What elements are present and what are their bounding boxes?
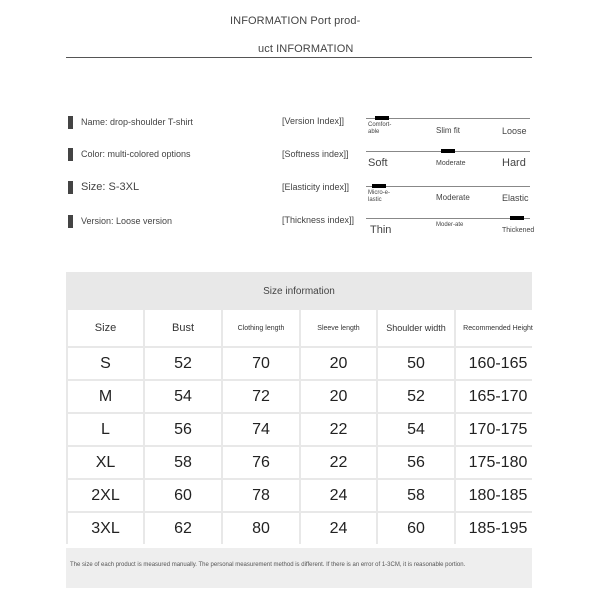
cell-recommended-height: 185-195 <box>456 513 540 544</box>
size-table <box>66 272 532 544</box>
scale-right-label: Hard <box>502 157 526 169</box>
cell-shoulder-width: 52 <box>378 381 454 412</box>
cell-shoulder-width: 58 <box>378 480 454 511</box>
cell-bust: 56 <box>145 414 221 445</box>
cell-size: S <box>68 348 143 379</box>
header-clothing-length: Clothing length <box>223 310 299 346</box>
cell-recommended-height: 180-185 <box>456 480 540 511</box>
header-recommended-height: Recommended Height <box>456 310 540 346</box>
info-name-row <box>68 114 193 130</box>
scale-line <box>366 218 530 219</box>
scale-marker <box>441 149 455 153</box>
scale-marker <box>372 184 386 188</box>
bullet-bar-icon <box>68 148 73 161</box>
cell-sleeve-length: 22 <box>301 447 376 478</box>
cell-clothing-length: 76 <box>223 447 299 478</box>
scale-marker <box>375 116 389 120</box>
scale-right-label: Loose <box>502 126 527 136</box>
cell-shoulder-width: 54 <box>378 414 454 445</box>
scale-left-label: Thin <box>370 224 392 236</box>
cell-sleeve-length: 22 <box>301 414 376 445</box>
cell-bust: 58 <box>145 447 221 478</box>
scale-line <box>366 186 530 187</box>
cell-clothing-length: 78 <box>223 480 299 511</box>
scale-marker <box>510 216 524 220</box>
title-line-1: INFORMATION Port prod- <box>230 15 361 27</box>
cell-recommended-height: 160-165 <box>456 348 540 379</box>
header-size: Size <box>68 310 143 346</box>
softness-index-label: [Softness index]] <box>282 149 349 159</box>
cell-bust: 62 <box>145 513 221 544</box>
cell-shoulder-width: 60 <box>378 513 454 544</box>
bullet-bar-icon <box>68 116 73 129</box>
cell-sleeve-length: 24 <box>301 513 376 544</box>
title-divider <box>66 57 532 58</box>
size-table-title: Size information <box>263 286 335 297</box>
elasticity-index-label: [Elasticity index]] <box>282 182 350 192</box>
cell-clothing-length: 70 <box>223 348 299 379</box>
cell-clothing-length: 80 <box>223 513 299 544</box>
info-size-row <box>68 179 139 195</box>
info-color: Color: multi-colored options <box>81 149 191 159</box>
info-version: Version: Loose version <box>81 216 173 226</box>
scale-mid-label: Moderate <box>436 160 466 167</box>
scale-right-label: Thickened <box>502 227 535 234</box>
cell-size: XL <box>68 447 143 478</box>
cell-size: L <box>68 414 143 445</box>
scale-mid-label: Slim fit <box>436 126 460 135</box>
version-index-label: [Version Index]] <box>282 116 345 126</box>
cell-recommended-height: 170-175 <box>456 414 540 445</box>
cell-shoulder-width: 56 <box>378 447 454 478</box>
header-sleeve-length: Sleeve length <box>301 310 376 346</box>
cell-recommended-height: 175-180 <box>456 447 540 478</box>
cell-size: 2XL <box>68 480 143 511</box>
info-version-row <box>68 213 172 229</box>
cell-clothing-length: 72 <box>223 381 299 412</box>
bullet-bar-icon <box>68 215 73 228</box>
footnote: The size of each product is measured manually. The personal measurement method is different. If there is an error of 1-3CM, it is reasonable portion. <box>70 562 466 568</box>
cell-sleeve-length: 20 <box>301 381 376 412</box>
cell-shoulder-width: 50 <box>378 348 454 379</box>
bullet-bar-icon <box>68 181 73 194</box>
footnote-box <box>66 548 532 588</box>
cell-size: 3XL <box>68 513 143 544</box>
info-name: Name: drop-shoulder T-shirt <box>81 117 193 127</box>
cell-bust: 52 <box>145 348 221 379</box>
scale-mid-label: Moder-ate <box>436 222 464 228</box>
thickness-index-label: [Thickness index]] <box>282 215 355 225</box>
title-line-2: uct INFORMATION <box>258 43 354 55</box>
scale-line <box>366 118 530 119</box>
header-bust: Bust <box>145 310 221 346</box>
scale-right-label: Elastic <box>502 193 529 203</box>
cell-bust: 60 <box>145 480 221 511</box>
header-shoulder-width: Shoulder width <box>378 310 454 346</box>
info-color-row <box>68 146 191 162</box>
cell-clothing-length: 74 <box>223 414 299 445</box>
scale-left-label: Comfort-able <box>368 122 392 135</box>
scale-left-label: Micro-e-lastic <box>368 190 390 203</box>
cell-sleeve-length: 24 <box>301 480 376 511</box>
cell-recommended-height: 165-170 <box>456 381 540 412</box>
size-table-grid <box>68 310 533 542</box>
cell-bust: 54 <box>145 381 221 412</box>
scale-mid-label: Moderate <box>436 193 470 202</box>
cell-size: M <box>68 381 143 412</box>
cell-sleeve-length: 20 <box>301 348 376 379</box>
scale-left-label: Soft <box>368 157 388 169</box>
info-size: Size: S-3XL <box>81 181 140 193</box>
